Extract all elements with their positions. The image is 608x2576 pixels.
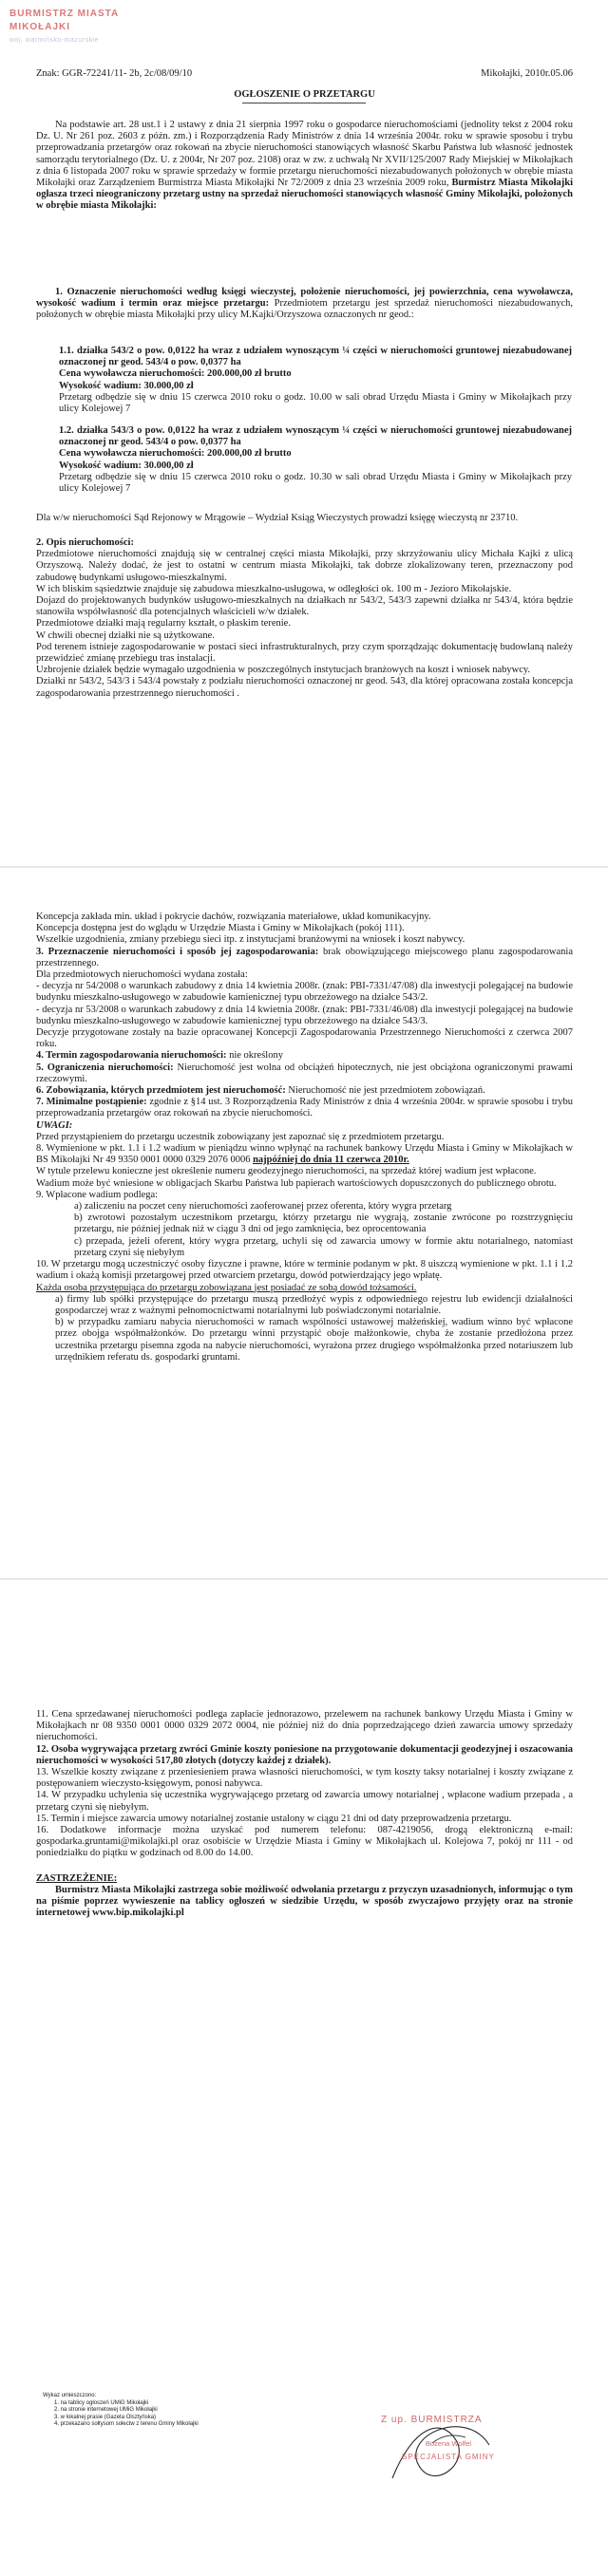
section-4: 4. Termin zagospodarowania nieruchomości: nie określony (36, 1050, 283, 1062)
section-2-paragraph: Przedmiotowe nieruchomości znajdują się w centralnej części miasta Mikołajki, przy skrzyżowaniu ulicy Michała Kajki z ulicą Orzyszową. Należy dodać, że jest to ostatni w centrum miasta Mikołajki, tak dobrze zlokalizowany teren, przeznaczony pod zabudowę budynkami usługowo-mieszkalnymi. (36, 549, 573, 583)
section-10: 10. W przetargu mogą uczestniczyć osoby fizyczne i prawne, które w terminie podanym w pkt. 8 uiszczą wymienione w pkt. 1.1 i 1.2 wadium i okażą komisji przetargowej przed otwarciem przetargu, dowód potwierdzający jego wpłatę. (36, 1259, 573, 1282)
section-2-paragraph: W chwili obecnej działki nie są użytkowane. (36, 630, 215, 641)
section-2-paragraph: Uzbrojenie działek będzie wymagało uzgodnienia w poszczególnych instytucjach branżowych na koszt i wniosek nabywcy. (36, 665, 531, 676)
section-5: 5. Ograniczenia nieruchomości: Nieruchomość jest wolna od obciążeń hipotecznych, nie jest obciążona ograniczonymi prawami rzeczowymi. (36, 1062, 573, 1084)
reference-number: Znak: GGR-72241/11- 2b, 2c/08/09/10 (36, 68, 193, 79)
plot-1-2 (59, 425, 572, 495)
section-10-item: b) w przypadku zamiaru nabycia nieruchomości w ramach wspólności ustawowej małżeńskiej, wadium winno być wpłacone przez obojga współmałżonków. Do przetargu winni przystąpić oboje małżonkowie, chyba że zostanie przedłożona przez uczestnika przetargu pisemna zgoda na nabycie nieruchomości, wyrażona przez drugiego współmałżonka przed notariuszem lub urzędnikiem referatu ds. gospodarki gruntami. (55, 1317, 573, 1363)
signature-stamp-line2: Bożena Wolfel (425, 2439, 472, 2448)
page-3-body (36, 1709, 573, 1919)
section-8-text: Wadium może być wniesione w obligacjach Skarbu Państwa lub papierach wartościowych dopuszczonych do publicznego obrotu. (36, 1177, 557, 1189)
page-2-body (36, 912, 573, 1363)
plot-1-1-deposit: Wysokość wadium: 30.000,00 zł (59, 380, 194, 391)
concept-note: Koncepcja dostępna jest do wglądu w Urzędzie Miasta i Gminy w Mikołajkach (pokój 111). (36, 923, 405, 934)
section-2-heading: 2. Opis nieruchomości: (36, 537, 134, 548)
distribution-list-item: 4. przekazano sołtysom sołectw z terenu Gminy Mikołajki (54, 2421, 199, 2427)
section-1-text: Przedmiotem przetargu jest sprzedaż nieruchomości niezabudowanych, położonych w obrębie miasta Mikołajki przy ulicy M.Kajki/Orzyszowa oznaczonych nr geod.: (36, 298, 573, 321)
section-10-item: a) firmy lub spółki przystępujące do przetargu muszą przedłożyć wypis z odpowiedniego rejestru lub ewidencji działalności gospodarczej wraz z ważnymi pełnomocnictwami notarialnymi lub poświadczonymi notarialnie. (55, 1293, 573, 1316)
distribution-list (43, 2393, 252, 2429)
distribution-list-item: 3. w lokalnej prasie (Gazeta Olsztyńska) (54, 2414, 157, 2420)
section-8: 8. Wymienione w pkt. 1.1 i 1.2 wadium w pieniądzu winno wpłynąć na rachunek bankowy Urzędu Miasta i Gminy w Mikołajkach w BS Mikołajki Nr 49 9350 0001 0000 0329 2076 0006 najpóźniej do dnia 11 czerwca 2010r. (36, 1143, 573, 1166)
section-2 (36, 537, 573, 700)
page-separator (0, 1578, 608, 1580)
office-stamp (10, 8, 180, 47)
plot-1-1-price: Cena wywoławcza nieruchomości: 200.000,00 zł brutto (59, 368, 292, 380)
signature-scribble-icon (375, 2388, 508, 2511)
remarks-text: Przed przystąpieniem do przetargu uczestnik zobowiązany jest zapoznać się z przedmiotem przetargu. (36, 1131, 445, 1142)
reservation-text: Burmistrz Miasta Mikołajki zastrzega sobie możliwość odwołania przetargu z przyczyn uzasadnionych, informując o tym na piśmie poprzez wywieszenie na tablicy ogłoszeń w siedzibie Urzędu, w sposób zwyczajowo przyjęty oraz na stronie internetowej www.bip.mikolajki.pl (36, 1884, 573, 1919)
place-date: Mikołajki, 2010r.05.06 (481, 68, 573, 79)
section-16: 16. Dodatkowe informacje można uzyskać pod numerem telefonu: 087-4219056, drogą elektroniczną e-mail: gospodarka.gruntami@mikolajki.pl oraz osobiście w Urzędzie Miasta i Gminy w Mikołajkach ul. Kolejowa 7, pokój nr 111 - od poniedziałku do piątku w godzinach od 8.00 do 14.00. (36, 1825, 573, 1859)
section-11: 11. Cena sprzedawanej nieruchomości podlega zapłacie jednorazowo, przelewem na rachunek bankowy Urzędu Miasta i Gminy w Mikołajkach nr 08 9350 0001 0000 0329 2072 0004, nie później niż do dnia poprzedzającego dzień zawarcia umowy sprzedaży nieruchomości. (36, 1709, 573, 1743)
land-registry-note: Dla w/w nieruchomości Sąd Rejonowy w Mrągowie – Wydział Ksiąg Wieczystych prowadzi księgę wieczystą nr 23710. (36, 513, 519, 523)
concept-note: Wszelkie uzgodnienia, zmiany przebiegu sieci itp. z instytucjami branżowymi na wniosek i koszt nabywcy. (36, 934, 466, 946)
office-stamp-line1: BURMISTRZ MIASTA MIKOŁAJKI (10, 9, 119, 32)
section-2-paragraph: Przedmiotowe działki mają regularny kształt, o płaskim terenie. (36, 618, 291, 630)
plot-1-2-price: Cena wywoławcza nieruchomości: 200.000,00 zł brutto (59, 448, 292, 460)
page-separator (0, 866, 608, 868)
spacer (36, 1860, 573, 1873)
section-3-text: Decyzje przygotowane zostały na bazie opracowanej Koncepcji Zagospodarowania Przestrzennego Nieruchomości z czerwca 2007 roku. (36, 1027, 573, 1050)
section-13: 13. Wszelkie koszty związane z przeniesieniem prawa własności nieruchomości, w tym koszty taksy notarialnej i koszty związane z postępowaniem wieczysto-księgowym, ponosi nabywca. (36, 1767, 573, 1790)
section-8-text: W tytule przelewu konieczne jest określenie numeru geodezyjnego nieruchomości, na sprzedaż której wadium jest wpłacone. (36, 1166, 537, 1177)
intro-text: Na podstawie art. 28 ust.1 i 2 ustawy z dnia 21 sierpnia 1997 roku o gospodarce nieruchomościami (jednolity tekst z 2004 roku Dz. U. Nr 261 poz. 2603 z późn. zm.) i Rozporządzenia Rady Ministrów z dnia 14 września 2004r. roku w sprawie sposobu i trybu przeprowadzania przetargów oraz rokowań na zbycie nieruchomości stanowiących własność Skarbu Państwa lub własność jednostek samorządu terytorialnego (Dz. U. z 2004r, Nr 207 poz. 2108) oraz w zw. z uchwałą Nr XVII/125/2007 Rady Miejskiej w Mikołajkach z dnia 6 listopada 2007 roku w sprawie sprzedaży w formie przetargu nieruchomości niezabudowanych położonych w obrębie miasta Mikołajki oraz Zarządzeniem Burmistrza Miasta Mikołajki Nr 72/2009 z dnia 23 września 2009 roku, (36, 120, 573, 189)
plot-1-1-date: Przetarg odbędzie się w dniu 15 czerwca 2010 roku o godz. 10.00 w sali obrad Urzędu Miasta i Gminy w Mikołajkach przy ulicy Kolejowej 7 (59, 391, 572, 415)
section-2-paragraph: Dojazd do projektowanych budynków usługowo-mieszkalnych na działkach nr 543/2, 543/3 zapewni działka nr 543/4, która będzie stanowiła współwłasność dla potencjalnych właścicieli w/w działek. (36, 595, 573, 618)
plot-1-2-date: Przetarg odbędzie się w dniu 15 czerwca 2010 roku o godz. 10.30 w sali obrad Urzędu Miasta i Gminy w Mikołajkach przy ulicy Kolejowej 7 (59, 471, 572, 495)
section-15: 15. Termin i miejsce zawarcia umowy notarialnej zostanie ustalony w ciągu 21 dni od daty przeprowadzenia przetargu. (36, 1813, 512, 1824)
distribution-list-item: 1. na tablicy ogłoszeń UMiG Mikołajki (54, 2399, 149, 2406)
plot-1-2-title: 1.2. działka 543/3 o pow. 0,0122 ha wraz z udziałem wynoszącym ¼ części w nieruchomości gruntowej niezabudowanej oznaczonej nr geod. 543/4 o pow. 0,0377 ha (59, 425, 572, 448)
concept-note: Koncepcja zakłada min. układ i pokrycie dachów, rozwiązania materiałowe, układ komunikacyjny. (36, 912, 431, 922)
signature-stamp-line1: Z up. BURMISTRZA (381, 2415, 483, 2425)
section-3: 3. Przeznaczenie nieruchomości i sposób jej zagospodarowania: brak obowiązującego miejscowego planu zagospodarowania przestrzennego. (36, 946, 573, 968)
section-12: 12. Osoba wygrywająca przetarg zwróci Gminie koszty poniesione na przygotowanie dokumentacji geodezyjnej i oszacowania nieruchomości w wysokości 517,80 złotych (dotyczy każdej z działek). (36, 1743, 573, 1766)
document-title: OGŁOSZENIE O PRZETARGU (234, 89, 375, 100)
remarks-heading: UWAGI: (36, 1119, 73, 1131)
intro-announcement: Burmistrz Miasta Mikołajki ogłasza trzeci nieograniczony przetarg ustny na sprzedaż nieruchomości stanowiących własność Gminy Mikołajki, położonych w obrębie miasta Mikołajki: (36, 178, 573, 212)
section-2-paragraph: Działki nr 543/2, 543/3 i 543/4 powstały z podziału nieruchomości oznaczonej nr geod. 543, dla której opracowana została koncepcja zagospodarowania przestrzennego nieruchomości . (36, 676, 573, 699)
section-3-text: Dla przedmiotowych nieruchomości wydana została: (36, 969, 248, 981)
section-2-paragraph: Pod terenem istnieje zagospodarowanie w postaci sieci infrastrukturalnych, przy czym sporządzając dokumentację budowlaną należy przewidzieć zmianę przebiegu tras instalacji. (36, 641, 573, 665)
section-3-decision: - decyzja nr 53/2008 o warunkach zabudowy z dnia 14 kwietnia 2008r. (znak: PBI-7331/46/08) dla inwestycji polegającej na budowie budynku mieszkalno-usługowego w zabudowie kamienicznej typu obrzeżowego na działce 543/3. (36, 1004, 573, 1026)
section-10-id-note: Każda osoba przystępująca do przetargu zobowiązana jest posiadać ze sobą dowód tożsamości. (36, 1282, 417, 1293)
section-1-heading: 1. Oznaczenie nieruchomości według księgi wieczystej, położenie nieruchomości, jej powierzchnia, cena wywoławcza, wysokość wadium i termin oraz miejsce przetargu: (36, 287, 573, 310)
section-9: 9. Wpłacone wadium podlega: (36, 1189, 159, 1200)
section-9-item: b) zwrotowi pozostałym uczestnikom przetargu, którzy przetargu nie wygrają, zostanie zwrócone po rozstrzygnięciu przetargu, nie później jednak niż w ciągu 3 dni od jego zamknięcia, bez oprocentowania (74, 1213, 573, 1235)
section-3-decision: - decyzja nr 54/2008 o warunkach zabudowy z dnia 14 kwietnia 2008r. (znak: PBI-7331/47/08) dla inwestycji polegającej na budowie budynku mieszkalno-usługowego w zabudowie kamienicznej typu obrzeżowego na działce 543/2. (36, 981, 573, 1004)
section-9-item: c) przepada, jeżeli oferent, który wygra przetarg, uchyli się od zawarcia umowy w formie aktu notarialnego, natomiast przetarg czyni się niebyłym (74, 1235, 573, 1258)
deposit-deadline: najpóźniej do dnia 11 czerwca 2010r. (253, 1155, 409, 1166)
distribution-list-item: 2. na stronie internetowej UMiG Mikołajki (54, 2407, 158, 2413)
reservation-heading: ZASTRZEŻENIE: (36, 1872, 118, 1884)
signature-stamp (375, 2388, 508, 2511)
section-2-paragraph: W ich bliskim sąsiedztwie znajduje się zabudowa mieszkalno-usługowa, w odległości ok. 100 m - Jezioro Mikołajskie. (36, 583, 512, 594)
section-6: 6. Zobowiązania, których przedmiotem jest nieruchomość: Nieruchomość nie jest przedmiotem zobowiązań. (36, 1085, 485, 1097)
plot-1-1 (59, 346, 572, 415)
signature-stamp-line3: SPECJALISTA GMINY (402, 2453, 495, 2461)
office-stamp-line2: woj. warmińsko-mazurskie (10, 37, 100, 44)
section-9-item: a) zaliczeniu na poczet ceny nieruchomości zaoferowanej przez oferenta, który wygra przetarg (74, 1201, 452, 1213)
section-7: 7. Minimalne postąpienie: zgodnie z §14 ust. 3 Rozporządzenia Rady Ministrów z dnia 4 września 2004r. w sprawie sposobu i trybu przeprowadzania przetargów oraz rokowań na zbycie nieruchomości. (36, 1097, 573, 1119)
distribution-list-title: Wykaz umieszczono: (43, 2393, 97, 2398)
header-row (36, 68, 573, 80)
section-1 (36, 287, 573, 322)
intro-paragraph (36, 120, 573, 213)
section-14: 14. W przypadku uchylenia się uczestnika wygrywającego przetarg od zawarcia umowy notarialnej , wpłacone wadium przepada , a przetarg czyni się niebyłym. (36, 1790, 573, 1813)
plot-1-1-title: 1.1. działka 543/2 o pow. 0,0122 ha wraz z udziałem wynoszącym ¼ części w nieruchomości gruntowej niezabudowanej oznaczonej nr geod. 543/4 o pow. 0,0377 ha (59, 346, 572, 368)
plot-1-2-deposit: Wysokość wadium: 30.000,00 zł (59, 460, 194, 471)
